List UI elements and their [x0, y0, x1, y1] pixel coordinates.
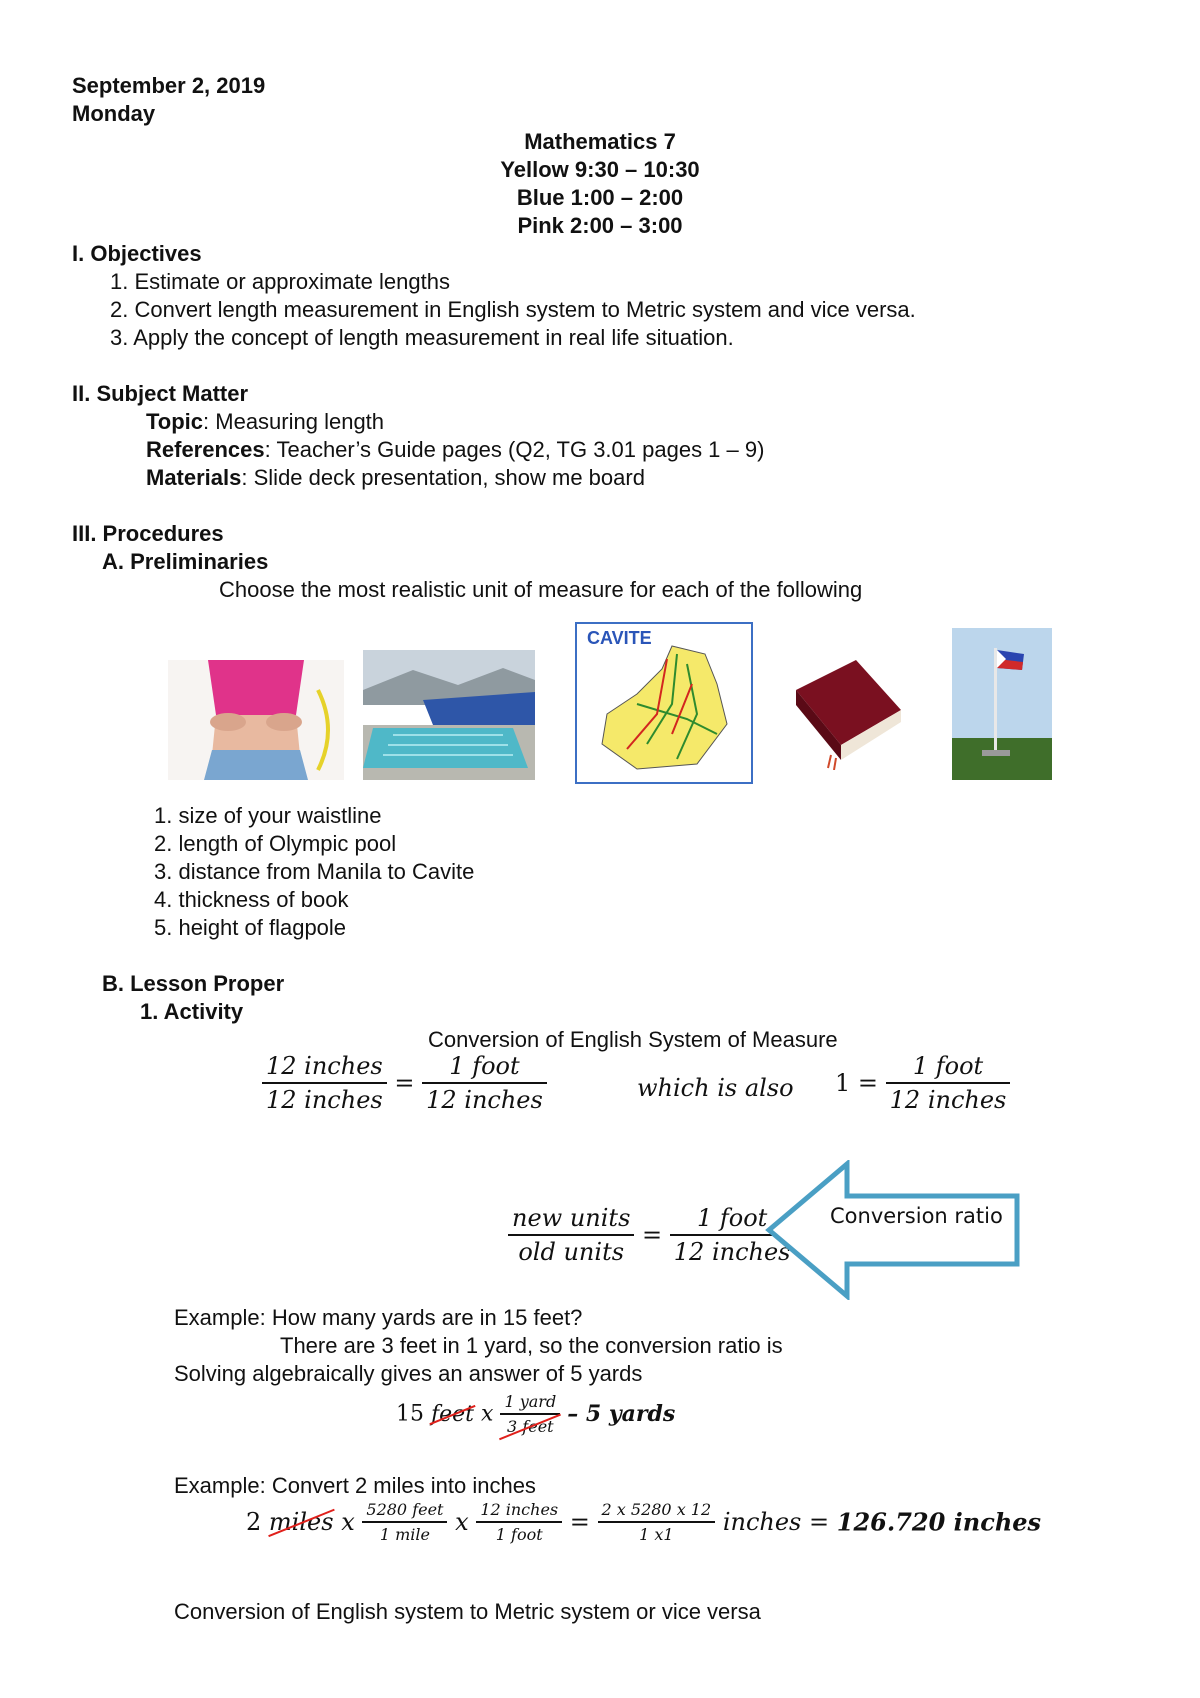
equation-1-left: $\frac{\text{12 inches}}{\text{12 inches}}$ = $\frac{\text{1 foot}}{\text{12 inches}}$ [262, 1052, 547, 1114]
book-photo [786, 650, 904, 770]
ex2-f3-num: 2 x 5280 x 12 [598, 1500, 716, 1523]
flagpole-photo [952, 628, 1052, 780]
activity-heading: 1. Activity [140, 999, 244, 1024]
eq1-r2-num: 1 foot [886, 1052, 1011, 1084]
schedule-blue: Blue 1:00 – 2:00 [516, 185, 684, 210]
prelim-item: 3. distance from Manila to Cavite [154, 859, 475, 884]
ex2-x2: x [455, 1508, 469, 1536]
day: Monday [72, 101, 156, 126]
references-label: References [146, 437, 265, 462]
preliminaries-heading: A. Preliminaries [102, 549, 269, 574]
olympic-pool-photo [363, 650, 535, 780]
equation-2: $\frac{\text{new units}}{\text{old units}}$ = $\frac{\text{1 foot}}{\text{12 inches}}$ [508, 1204, 795, 1266]
topic-label: Topic [146, 409, 204, 434]
example-1-line3: Solving algebraically gives an answer of 5 yards [174, 1361, 643, 1386]
ex2-2: 2 [246, 1508, 262, 1536]
eq1-left-num: 12 inches [262, 1052, 387, 1084]
example-1-math [396, 1392, 675, 1436]
eq1-r2-den: 12 inches [889, 1086, 1007, 1114]
eq1-one-equals: 1 = [835, 1069, 879, 1097]
equation-1-right [835, 1052, 1010, 1114]
eq1-middle-text: which is also [637, 1074, 794, 1102]
ex2-f2-den: 1 foot [495, 1525, 543, 1544]
eq2-r-num: 1 foot [670, 1204, 795, 1236]
ex1-result: – 5 yards [567, 1401, 676, 1427]
eq1-right-den: 12 inches [426, 1086, 543, 1114]
references-value: : Teacher’s Guide pages (Q2, TG 3.01 pages 1 – 9) [264, 437, 765, 462]
example-1-question: Example: How many yards are in 15 feet? [174, 1305, 583, 1330]
prelim-item: 1. size of your waistline [154, 803, 382, 828]
ex2-x1: x [341, 1508, 355, 1536]
ex2-f1-num: 5280 feet [362, 1500, 447, 1523]
ex2-result: 126.720 inches [836, 1507, 1042, 1537]
example-1-line2: There are 3 feet in 1 yard, so the conversion ratio is [280, 1333, 783, 1358]
ex2-f3-den: 1 x1 [639, 1525, 674, 1544]
objective-item: 3. Apply the concept of length measurement in real life situation. [110, 325, 734, 350]
map-label: CAVITE [587, 628, 652, 648]
schedule-yellow: Yellow 9:30 – 10:30 [500, 157, 700, 182]
ex1-x: x [481, 1401, 494, 1427]
ex1-feet: feet [431, 1401, 475, 1427]
objective-item: 1. Estimate or approximate lengths [110, 269, 450, 294]
ex2-unit: inches = [722, 1508, 830, 1536]
objectives-heading: I. Objectives [72, 241, 202, 266]
example-2-math [246, 1500, 1041, 1544]
prelim-item: 5. height of flagpole [154, 915, 347, 940]
callout-arrow-icon [765, 1160, 1025, 1300]
lesson-proper-heading: B. Lesson Proper [102, 971, 285, 996]
prelim-item: 4. thickness of book [154, 887, 349, 912]
ex2-f2-num: 12 inches [476, 1500, 562, 1523]
topic-value: : Measuring length [203, 409, 385, 434]
materials-line [146, 464, 645, 492]
references-line [146, 436, 764, 464]
ex1-den: 3 feet [500, 1415, 560, 1436]
procedures-heading: III. Procedures [72, 521, 224, 546]
subject-title: Mathematics 7 [524, 129, 676, 154]
eq2-den: old units [518, 1238, 625, 1266]
materials-label: Materials [146, 465, 242, 490]
preliminaries-instruction: Choose the most realistic unit of measure for each of the following [219, 577, 863, 602]
eq1-left-den: 12 inches [266, 1086, 383, 1114]
ex2-eq: = [569, 1508, 590, 1536]
subject-matter-heading: II. Subject Matter [72, 381, 249, 406]
conversion-footer-line: Conversion of English system to Metric system or vice versa [174, 1599, 761, 1624]
callout-text: Conversion ratio [830, 1204, 1003, 1228]
eq2-r-den: 12 inches [673, 1238, 791, 1266]
objective-item: 2. Convert length measurement in English system to Metric system and vice versa. [110, 297, 916, 322]
schedule-pink: Pink 2:00 – 3:00 [517, 213, 683, 238]
example-2-question: Example: Convert 2 miles into inches [174, 1473, 536, 1498]
date: September 2, 2019 [72, 73, 266, 98]
prelim-item: 2. length of Olympic pool [154, 831, 397, 856]
cavite-map [575, 622, 753, 784]
ex2-miles: miles [268, 1508, 334, 1536]
ex1-num: 1 yard [500, 1392, 560, 1415]
materials-value: : Slide deck presentation, show me board [241, 465, 645, 490]
ex1-15: 15 [396, 1401, 424, 1427]
topic-line [146, 408, 384, 436]
eq1-right-num: 1 foot [422, 1052, 547, 1084]
ex2-f1-den: 1 mile [379, 1525, 430, 1544]
waistline-photo [168, 660, 344, 780]
conversion-title: Conversion of English System of Measure [428, 1027, 838, 1052]
eq2-num: new units [508, 1204, 634, 1236]
